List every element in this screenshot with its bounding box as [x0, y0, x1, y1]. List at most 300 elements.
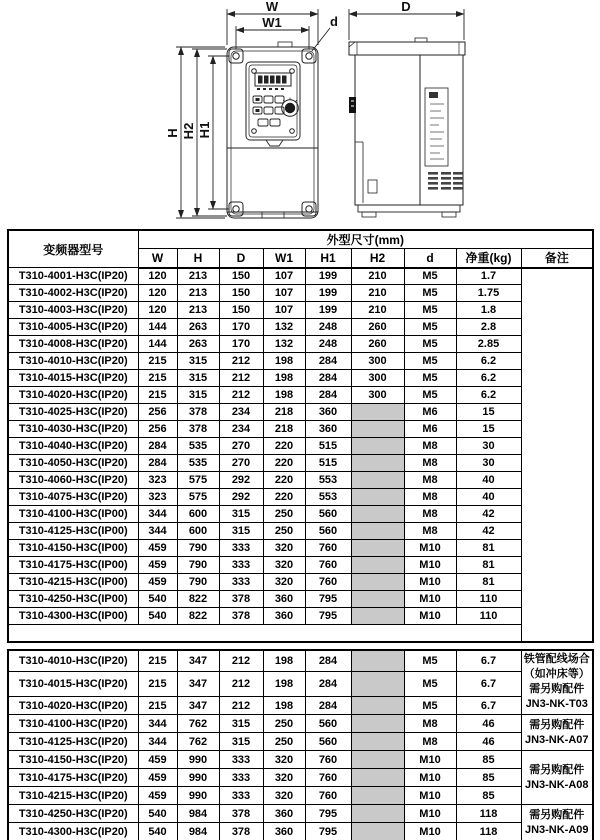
table-row — [8, 787, 593, 805]
cell-w: 120 — [138, 285, 177, 302]
dim-label-d-hole: d — [330, 14, 338, 29]
cell-w1: 218 — [263, 421, 305, 438]
mounting-tabs — [229, 49, 316, 216]
cell-model: T310-4008-H3C(IP20) — [8, 336, 138, 353]
cell-h1: 560 — [305, 715, 351, 733]
column-header-remark: 备注 — [521, 249, 593, 268]
cell-weight: 110 — [456, 608, 521, 625]
cell-w1: 250 — [263, 715, 305, 733]
cell-model: T310-4050-H3C(IP20) — [8, 455, 138, 472]
cell-weight: 6.7 — [456, 697, 521, 715]
cell-model: T310-4300-H3C(IP00) — [8, 608, 138, 625]
cell-w: 540 — [138, 591, 177, 608]
cell-h1: 760 — [305, 574, 351, 591]
cell-h2-shaded — [351, 591, 404, 608]
cell-remark — [521, 751, 593, 805]
cell-model: T310-4175-H3C(IP00) — [8, 557, 138, 574]
cell-h2-shaded — [351, 805, 404, 823]
cell-w1: 220 — [263, 455, 305, 472]
cell-weight: 15 — [456, 421, 521, 438]
cell-w1: 360 — [263, 805, 305, 823]
side-view-drawing — [349, 38, 465, 217]
cell-h1: 284 — [305, 387, 351, 404]
dimension-lines — [176, 9, 464, 218]
cell-hole: M5 — [404, 302, 456, 319]
cell-model: T310-4215-H3C(IP00) — [8, 574, 138, 591]
spec-table-main — [7, 229, 594, 643]
cell-depth: 212 — [219, 697, 263, 715]
cell-hole: M5 — [404, 319, 456, 336]
cell-depth: 150 — [219, 285, 263, 302]
cell-w1: 198 — [263, 672, 305, 697]
cell-w: 215 — [138, 353, 177, 370]
dim-label-h1: H1 — [197, 121, 212, 139]
cell-depth: 292 — [219, 472, 263, 489]
cell-h1: 199 — [305, 302, 351, 319]
cell-h2-shaded — [351, 557, 404, 574]
column-header-depth: D — [219, 249, 263, 268]
cell-w: 256 — [138, 421, 177, 438]
table-row — [8, 672, 593, 697]
cell-hole: M5 — [404, 353, 456, 370]
cell-model: T310-4015-H3C(IP20) — [8, 672, 138, 697]
cell-weight: 6.7 — [456, 650, 521, 672]
remark-line: 需另购配件 — [529, 809, 585, 822]
cell-weight: 40 — [456, 472, 521, 489]
table-row — [8, 387, 593, 404]
cell-weight: 81 — [456, 574, 521, 591]
cell-weight: 42 — [456, 506, 521, 523]
remark-line: JN3-NK-T03 — [525, 698, 588, 711]
display — [255, 73, 291, 90]
cell-model: T310-4300-H3C(IP20) — [8, 823, 138, 840]
cell-depth: 150 — [219, 302, 263, 319]
cell-w1: 107 — [263, 285, 305, 302]
cell-w1: 198 — [263, 353, 305, 370]
cell-hole: M8 — [404, 438, 456, 455]
cell-h2-shaded — [351, 751, 404, 769]
dim-label-h2: H2 — [181, 122, 196, 140]
cell-weight: 6.2 — [456, 353, 521, 370]
cell-h1: 760 — [305, 540, 351, 557]
cell-depth: 315 — [219, 523, 263, 540]
cell-model: T310-4002-H3C(IP20) — [8, 285, 138, 302]
cell-h2: 260 — [351, 319, 404, 336]
cell-weight: 81 — [456, 540, 521, 557]
cell-h2: 300 — [351, 353, 404, 370]
cell-h: 790 — [177, 540, 219, 557]
cell-w: 215 — [138, 672, 177, 697]
cell-h: 575 — [177, 472, 219, 489]
cell-model: T310-4125-H3C(IP20) — [8, 733, 138, 751]
cell-weight: 6.7 — [456, 672, 521, 697]
separator-row — [8, 625, 593, 642]
cell-hole: M5 — [404, 650, 456, 672]
cell-weight: 2.8 — [456, 319, 521, 336]
cell-h1: 515 — [305, 455, 351, 472]
cell-w1: 360 — [263, 608, 305, 625]
cell-model: T310-4005-H3C(IP20) — [8, 319, 138, 336]
cell-model: T310-4003-H3C(IP20) — [8, 302, 138, 319]
cell-h: 822 — [177, 608, 219, 625]
cell-model: T310-4250-H3C(IP20) — [8, 805, 138, 823]
cell-w: 344 — [138, 523, 177, 540]
table-row — [8, 715, 593, 733]
cell-depth: 150 — [219, 268, 263, 285]
side-latch — [349, 97, 356, 113]
cell-w1: 107 — [263, 302, 305, 319]
cell-h1: 760 — [305, 751, 351, 769]
cell-depth: 333 — [219, 574, 263, 591]
cell-h2-shaded — [351, 472, 404, 489]
cell-depth: 212 — [219, 650, 263, 672]
cell-depth: 378 — [219, 805, 263, 823]
cell-hole: M5 — [404, 268, 456, 285]
cell-h2: 300 — [351, 370, 404, 387]
cell-h2-shaded — [351, 421, 404, 438]
cell-h2: 210 — [351, 285, 404, 302]
cell-h: 575 — [177, 489, 219, 506]
cell-w: 215 — [138, 370, 177, 387]
dim-label-w1: W1 — [262, 15, 282, 30]
cell-depth: 333 — [219, 540, 263, 557]
cell-w: 459 — [138, 557, 177, 574]
cell-h2: 210 — [351, 302, 404, 319]
column-header-weight: 净重(kg) — [456, 249, 521, 268]
cell-w: 344 — [138, 715, 177, 733]
cell-h2-shaded — [351, 489, 404, 506]
cell-model: T310-4100-H3C(IP00) — [8, 506, 138, 523]
cell-h1: 553 — [305, 489, 351, 506]
cell-hole: M6 — [404, 421, 456, 438]
table-row — [8, 523, 593, 540]
remark-line: 需另购配件 — [529, 718, 585, 731]
cell-w: 323 — [138, 472, 177, 489]
cell-h2-shaded — [351, 672, 404, 697]
header-row-group — [8, 230, 593, 249]
table-row — [8, 302, 593, 319]
cell-w1: 250 — [263, 523, 305, 540]
cell-remark — [521, 715, 593, 751]
cell-h1: 795 — [305, 608, 351, 625]
table-row — [8, 489, 593, 506]
cell-w: 215 — [138, 697, 177, 715]
cell-w1: 198 — [263, 370, 305, 387]
cell-weight: 118 — [456, 805, 521, 823]
cell-depth: 212 — [219, 370, 263, 387]
cell-h2-shaded — [351, 733, 404, 751]
cell-w: 215 — [138, 387, 177, 404]
cell-w: 144 — [138, 336, 177, 353]
keypad-buttons — [253, 96, 284, 126]
cell-h: 315 — [177, 353, 219, 370]
cell-hole: M8 — [404, 489, 456, 506]
cell-h2-shaded — [351, 787, 404, 805]
cell-h: 347 — [177, 650, 219, 672]
cell-h2-shaded — [351, 455, 404, 472]
cell-hole: M5 — [404, 697, 456, 715]
cell-weight: 6.2 — [456, 387, 521, 404]
cell-h: 762 — [177, 733, 219, 751]
cell-w1: 320 — [263, 540, 305, 557]
table-row — [8, 506, 593, 523]
cell-model: T310-4175-H3C(IP20) — [8, 769, 138, 787]
table-row — [8, 751, 593, 769]
cell-hole: M8 — [404, 455, 456, 472]
cell-w1: 320 — [263, 574, 305, 591]
cell-h2-shaded — [351, 823, 404, 840]
cell-model: T310-4025-H3C(IP20) — [8, 404, 138, 421]
cell-w1: 132 — [263, 319, 305, 336]
cell-weight: 6.2 — [456, 370, 521, 387]
remark-line: JN3-NK-A08 — [524, 778, 589, 791]
cell-h1: 553 — [305, 472, 351, 489]
cell-w: 540 — [138, 805, 177, 823]
cell-hole: M10 — [404, 608, 456, 625]
cell-h1: 795 — [305, 591, 351, 608]
cell-weight: 30 — [456, 455, 521, 472]
cell-h: 378 — [177, 404, 219, 421]
cell-w1: 220 — [263, 438, 305, 455]
cell-w1: 132 — [263, 336, 305, 353]
cell-w1: 250 — [263, 733, 305, 751]
cell-w1: 360 — [263, 823, 305, 840]
remark-line: 需另购配件 — [529, 683, 585, 696]
remark-line: 铁管配线场合 — [523, 653, 590, 666]
cell-hole: M5 — [404, 387, 456, 404]
table-row — [8, 557, 593, 574]
cell-h1: 284 — [305, 370, 351, 387]
cell-depth: 170 — [219, 336, 263, 353]
cell-h1: 199 — [305, 285, 351, 302]
table-row — [8, 591, 593, 608]
cell-h2-shaded — [351, 523, 404, 540]
cell-h: 984 — [177, 823, 219, 840]
table-row — [8, 421, 593, 438]
cell-w1: 107 — [263, 268, 305, 285]
cell-h1: 795 — [305, 823, 351, 840]
table-row — [8, 574, 593, 591]
keypad-panel — [246, 62, 300, 146]
cell-depth: 378 — [219, 608, 263, 625]
cell-depth: 378 — [219, 591, 263, 608]
cell-w1: 198 — [263, 387, 305, 404]
column-header-w: W — [138, 249, 177, 268]
cell-h1: 760 — [305, 769, 351, 787]
cell-h1: 284 — [305, 353, 351, 370]
cell-model: T310-4150-H3C(IP00) — [8, 540, 138, 557]
table-row — [8, 805, 593, 823]
table-row — [8, 353, 593, 370]
cell-w1: 220 — [263, 489, 305, 506]
column-header-w1: W1 — [263, 249, 305, 268]
table-row — [8, 823, 593, 840]
cell-h: 378 — [177, 421, 219, 438]
table-row — [8, 650, 593, 672]
cell-weight: 110 — [456, 591, 521, 608]
cell-model: T310-4215-H3C(IP20) — [8, 787, 138, 805]
cell-w: 323 — [138, 489, 177, 506]
cell-h1: 560 — [305, 733, 351, 751]
table-row — [8, 336, 593, 353]
cell-weight: 30 — [456, 438, 521, 455]
cell-h2-shaded — [351, 650, 404, 672]
cell-h1: 360 — [305, 404, 351, 421]
cell-h: 535 — [177, 438, 219, 455]
cell-weight: 81 — [456, 557, 521, 574]
cell-h: 213 — [177, 268, 219, 285]
spec-table-area — [7, 229, 593, 840]
cell-h1: 284 — [305, 672, 351, 697]
cell-h1: 284 — [305, 650, 351, 672]
cell-h: 790 — [177, 557, 219, 574]
cell-h: 984 — [177, 805, 219, 823]
cell-hole: M8 — [404, 733, 456, 751]
cell-depth: 234 — [219, 421, 263, 438]
cell-h1: 284 — [305, 697, 351, 715]
table-row — [8, 733, 593, 751]
cell-model: T310-4150-H3C(IP20) — [8, 751, 138, 769]
cell-h2-shaded — [351, 608, 404, 625]
dim-label-h: H — [165, 128, 180, 138]
cell-depth: 212 — [219, 387, 263, 404]
cell-weight: 46 — [456, 733, 521, 751]
table-row — [8, 370, 593, 387]
cell-w1: 198 — [263, 697, 305, 715]
cell-model: T310-4060-H3C(IP20) — [8, 472, 138, 489]
cell-w1: 360 — [263, 591, 305, 608]
remark-line: 需另购配件 — [529, 763, 585, 776]
cell-model: T310-4030-H3C(IP20) — [8, 421, 138, 438]
cell-h: 213 — [177, 302, 219, 319]
cell-h2: 210 — [351, 268, 404, 285]
table-row — [8, 404, 593, 421]
column-header-model: 变频器型号 — [8, 230, 138, 268]
cell-weight: 2.85 — [456, 336, 521, 353]
cell-remark — [521, 650, 593, 715]
cell-w1: 220 — [263, 472, 305, 489]
cell-hole: M10 — [404, 751, 456, 769]
cell-weight: 118 — [456, 823, 521, 840]
cell-h1: 560 — [305, 523, 351, 540]
cell-h1: 360 — [305, 421, 351, 438]
cell-hole: M10 — [404, 805, 456, 823]
cell-h: 762 — [177, 715, 219, 733]
cell-w1: 320 — [263, 751, 305, 769]
cell-h2-shaded — [351, 404, 404, 421]
cell-depth: 234 — [219, 404, 263, 421]
column-header-hole: d — [404, 249, 456, 268]
cell-h: 315 — [177, 387, 219, 404]
cell-weight: 85 — [456, 769, 521, 787]
dim-label-depth: D — [401, 0, 411, 14]
cell-remark-empty — [521, 268, 593, 642]
cell-w: 459 — [138, 574, 177, 591]
cell-h: 822 — [177, 591, 219, 608]
column-header-h2: H2 — [351, 249, 404, 268]
cell-w1: 218 — [263, 404, 305, 421]
cell-w1: 250 — [263, 506, 305, 523]
cell-w: 120 — [138, 268, 177, 285]
cell-depth: 212 — [219, 353, 263, 370]
cell-hole: M10 — [404, 574, 456, 591]
table-row — [8, 319, 593, 336]
cell-hole: M10 — [404, 769, 456, 787]
cell-hole: M8 — [404, 506, 456, 523]
front-view-drawing — [227, 42, 318, 218]
cell-depth: 270 — [219, 438, 263, 455]
cell-h: 600 — [177, 506, 219, 523]
cell-w: 459 — [138, 540, 177, 557]
cell-depth: 378 — [219, 823, 263, 840]
cell-w: 284 — [138, 455, 177, 472]
cell-w: 284 — [138, 438, 177, 455]
cell-w: 144 — [138, 319, 177, 336]
cell-hole: M10 — [404, 823, 456, 840]
cell-depth: 333 — [219, 751, 263, 769]
cell-w: 120 — [138, 302, 177, 319]
cell-h: 990 — [177, 787, 219, 805]
cell-h1: 199 — [305, 268, 351, 285]
cell-model: T310-4250-H3C(IP00) — [8, 591, 138, 608]
cell-hole: M5 — [404, 672, 456, 697]
table-row — [8, 769, 593, 787]
cell-depth: 315 — [219, 715, 263, 733]
cell-h2-shaded — [351, 540, 404, 557]
cell-weight: 1.8 — [456, 302, 521, 319]
cell-weight: 85 — [456, 787, 521, 805]
cell-weight: 15 — [456, 404, 521, 421]
cell-h: 990 — [177, 769, 219, 787]
cell-depth: 333 — [219, 769, 263, 787]
separator-cell — [8, 625, 521, 642]
cell-h: 990 — [177, 751, 219, 769]
cell-remark — [521, 805, 593, 840]
table-row — [8, 438, 593, 455]
cell-w: 344 — [138, 506, 177, 523]
cell-weight: 1.75 — [456, 285, 521, 302]
cell-depth: 333 — [219, 557, 263, 574]
cell-h1: 248 — [305, 319, 351, 336]
cell-h2-shaded — [351, 574, 404, 591]
cell-depth: 170 — [219, 319, 263, 336]
cell-h2-shaded — [351, 506, 404, 523]
cell-w1: 320 — [263, 557, 305, 574]
cell-weight: 1.7 — [456, 268, 521, 285]
cell-weight: 85 — [456, 751, 521, 769]
cell-h: 213 — [177, 285, 219, 302]
cell-h2: 300 — [351, 387, 404, 404]
cell-w: 256 — [138, 404, 177, 421]
table-row — [8, 268, 593, 285]
cell-w: 459 — [138, 787, 177, 805]
table-row — [8, 472, 593, 489]
cell-w: 459 — [138, 751, 177, 769]
cell-depth: 212 — [219, 672, 263, 697]
cell-h1: 560 — [305, 506, 351, 523]
cell-w1: 320 — [263, 787, 305, 805]
cell-h2-shaded — [351, 769, 404, 787]
cell-h: 315 — [177, 370, 219, 387]
table-row — [8, 540, 593, 557]
cell-depth: 315 — [219, 506, 263, 523]
cell-depth: 333 — [219, 787, 263, 805]
cell-hole: M10 — [404, 557, 456, 574]
table-row — [8, 697, 593, 715]
cell-h: 535 — [177, 455, 219, 472]
cell-h: 263 — [177, 319, 219, 336]
column-header-h: H — [177, 249, 219, 268]
